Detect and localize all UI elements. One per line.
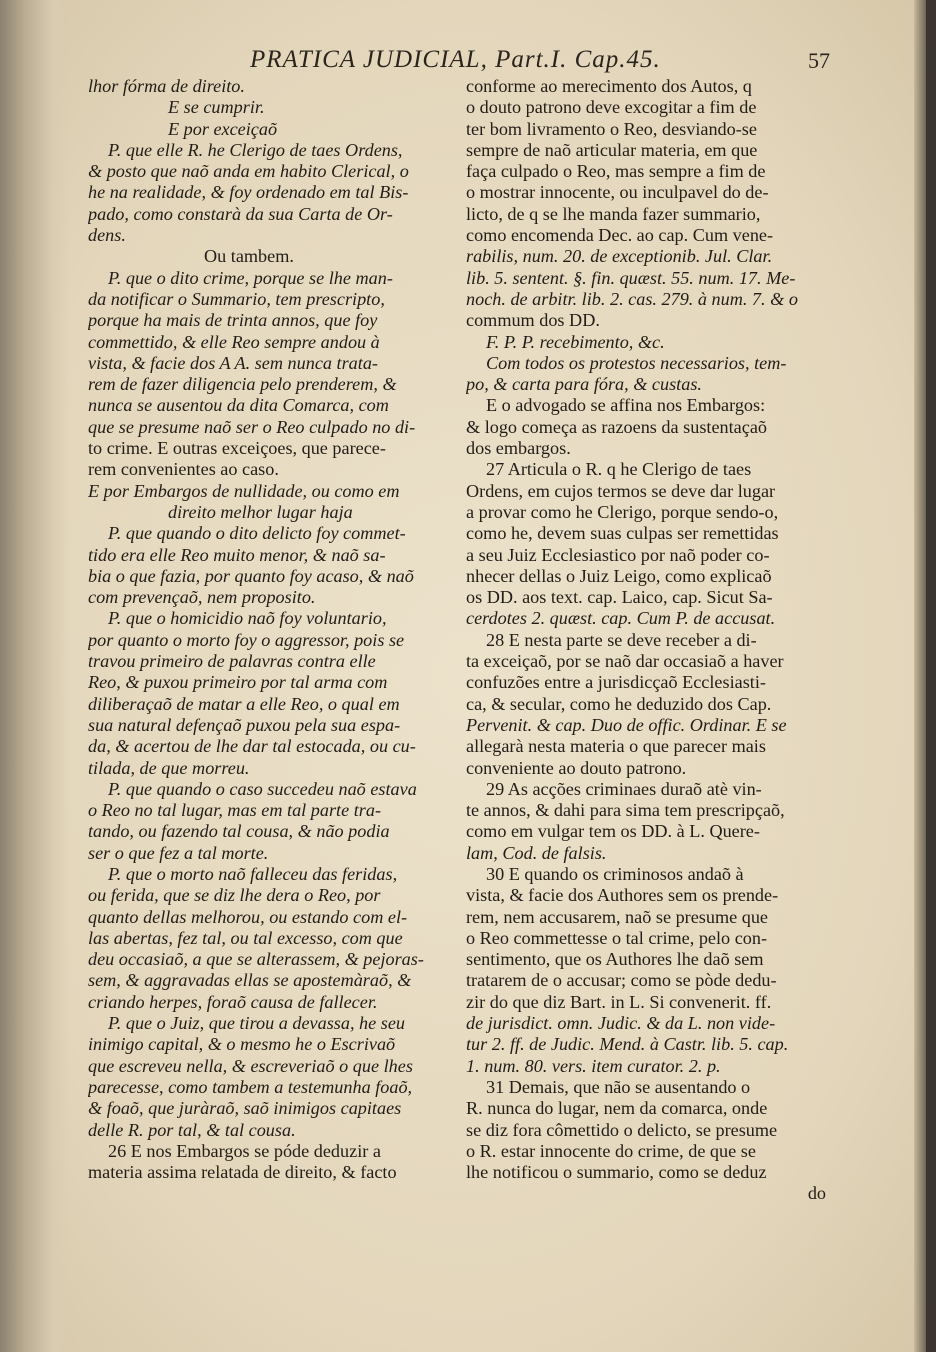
running-title: PRATICA JUDICIAL, Part.I. Cap.45. xyxy=(250,46,661,73)
text-line: he na realidade, & foy ordenado em tal Bis- xyxy=(88,182,409,203)
text-line: de jurisdict. omn. Judic. & da L. non vide- xyxy=(466,1013,776,1034)
text-line: nunca se ausentou da dita Comarca, com xyxy=(88,395,389,416)
text-line: F. P. P. recebimento, &c. xyxy=(486,331,665,352)
text-line: que se presume naõ ser o Reo culpado no di- xyxy=(88,416,416,437)
text-line: ser o que fez a tal morte. xyxy=(88,842,269,863)
text-line: lib. 5. sentent. §. fin. quæst. 55. num. 17. Me- xyxy=(466,267,796,288)
text-line: to crime. E outras exceiçoes, que parece- xyxy=(88,438,386,459)
text-line: diliberaçaõ de matar a elle Reo, o qual em xyxy=(88,693,400,714)
text-line: conveniente ao douto patrono. xyxy=(466,757,687,778)
text-line: tando, ou fazendo tal cousa, & não podia xyxy=(88,821,390,842)
text-line: o Reo commettesse o tal crime, pelo con- xyxy=(466,927,768,948)
left-text-column xyxy=(88,76,446,1183)
text-line: & logo começa as razoens da sustentaçaõ xyxy=(466,416,767,437)
text-line: se diz fora cômettido o delicto, se presume xyxy=(466,1119,778,1140)
text-line: & foaõ, que juràraõ, saõ inimigos capitaes xyxy=(88,1098,402,1119)
text-line: E por Embargos de nullidade, ou como em xyxy=(88,480,400,501)
text-line: E o advogado se affina nos Embargos: xyxy=(486,395,766,416)
text-line: da, & acertou de lhe dar tal estocada, ou cu- xyxy=(88,736,416,757)
text-line: do xyxy=(807,1183,826,1204)
text-line: Pervenit. & cap. Duo de offic. Ordinar. E se xyxy=(466,714,787,735)
text-line: ou ferida, que se diz lhe dera o Reo, por xyxy=(88,885,381,906)
text-line: quanto dellas melhorou, ou estando com el- xyxy=(88,906,408,927)
text-line: E por exceiçaõ xyxy=(168,118,278,139)
text-line: lhe notificou o summario, como se deduz xyxy=(466,1162,767,1183)
text-line: nhecer dellas o Juiz Leigo, como explicaõ xyxy=(466,565,772,586)
text-line: te annos, & dahi para sima tem prescripçaõ, xyxy=(466,800,785,821)
text-line: sentimento, que os Authores lhe daõ sem xyxy=(466,949,764,970)
text-line: conforme ao merecimento dos Autos, q xyxy=(466,76,752,96)
text-line: vista, & facie dos A A. sem nunca trata- xyxy=(88,352,378,373)
text-line: Ou tambem. xyxy=(204,246,294,267)
text-line: & posto que naõ anda em habito Clerical, o xyxy=(88,161,409,182)
text-line: licto, de q se lhe manda fazer summario, xyxy=(466,203,761,224)
text-line: rabilis, num. 20. de exceptionib. Jul. Clar. xyxy=(466,246,773,267)
text-line: que escreveu nella, & escreveriaõ o que lhes xyxy=(88,1055,413,1076)
text-line: lhor fórma de direito. xyxy=(88,76,245,96)
text-line: ca, & secular, como he deduzido dos Cap. xyxy=(466,693,772,714)
text-line: zir do que diz Bart. in L. Si convenerit. ff. xyxy=(466,991,772,1012)
text-line: P. que o dito crime, porque se lhe man- xyxy=(108,267,393,288)
text-line: inimigo capital, & o mesmo he o Escrivaõ xyxy=(88,1034,396,1055)
text-line: o mostrar innocente, ou inculpavel do de- xyxy=(466,182,769,203)
text-line: las abertas, fez tal, ou tal excesso, com que xyxy=(88,927,403,948)
text-line: vista, & facie dos Authores sem os prende- xyxy=(466,885,779,906)
text-line: da notificar o Summario, tem prescripto, xyxy=(88,288,385,309)
text-line: a provar como he Clerigo, porque sendo-o, xyxy=(466,501,779,522)
text-line: rem, nem accusarem, naõ se presume que xyxy=(466,906,768,927)
text-line: travou primeiro de palavras contra elle xyxy=(88,651,376,672)
text-line: 27 Articula o R. q he Clerigo de taes xyxy=(486,459,752,480)
text-line: parecesse, como tambem a testemunha foaõ, xyxy=(88,1076,413,1097)
text-line: dos embargos. xyxy=(466,438,571,459)
text-line: P. que o morto naõ falleceu das feridas, xyxy=(108,863,398,884)
text-line: rem convenientes ao caso. xyxy=(88,459,279,480)
page-edge-shadow xyxy=(914,0,926,1352)
text-line: P. que quando o dito delicto foy commet- xyxy=(108,523,406,544)
text-line: a seu Juiz Ecclesiastico por naõ poder co- xyxy=(466,544,770,565)
text-line: P. que quando o caso succedeu naõ estava xyxy=(108,778,417,799)
text-line: confuzões entre a jurisdicçaõ Ecclesiasti- xyxy=(466,672,766,693)
text-line: como em vulgar tem os DD. à L. Quere- xyxy=(466,821,760,842)
text-line: P. que o Juiz, que tirou a devassa, he seu xyxy=(108,1013,406,1034)
page-gutter-shadow xyxy=(0,0,70,1352)
text-line: sem, & aggravadas ellas se apostemàraõ, & xyxy=(88,970,412,991)
text-line: pado, como constarà da sua Carta de Or- xyxy=(88,203,393,224)
text-line: P. que elle R. he Clerigo de taes Ordens, xyxy=(108,139,403,160)
text-line: delle R. por tal, & tal cousa. xyxy=(88,1119,296,1140)
text-line: ter bom livramento o Reo, desviando-se xyxy=(466,118,757,139)
text-line: como he, devem suas culpas ser remettidas xyxy=(466,523,779,544)
text-line: tur 2. ff. de Judic. Mend. à Castr. lib. 5. cap. xyxy=(466,1034,789,1055)
text-line: com prevençaõ, nem proposito. xyxy=(88,587,316,608)
text-line: cerdotes 2. quæst. cap. Cum P. de accusat. xyxy=(466,608,776,629)
text-line: tilada, de que morreu. xyxy=(88,757,250,778)
text-line: sua natural defençaõ puxou pela sua espa- xyxy=(88,714,401,735)
text-line: dens. xyxy=(88,225,126,246)
text-line: materia assima relatada de direito, & facto xyxy=(88,1162,397,1183)
text-line: rem de fazer diligencia pelo prenderem, & xyxy=(88,374,397,395)
text-line: 29 As acções criminaes duraõ atè vin- xyxy=(486,778,762,799)
page-number: 57 xyxy=(808,48,830,73)
text-line: como encomenda Dec. ao cap. Cum vene- xyxy=(466,225,774,246)
text-line: 30 E quando os criminosos andaõ à xyxy=(486,863,744,884)
text-line: 31 Demais, que não se ausentando o xyxy=(486,1076,751,1097)
page-header xyxy=(250,46,830,80)
text-line: allegarà nesta materia o que parecer mais xyxy=(466,736,766,757)
text-line: noch. de arbitr. lib. 2. cas. 279. à num. 7. & o xyxy=(466,288,798,309)
text-line: o douto patrono deve excogitar a fim de xyxy=(466,97,757,118)
text-line: bia o que fazia, por quanto foy acaso, & naõ xyxy=(88,565,414,586)
text-line: sempre de naõ articular materia, em que xyxy=(466,139,758,160)
text-line: lam, Cod. de falsis. xyxy=(466,842,607,863)
text-line: faça culpado o Reo, mas sempre a fim de xyxy=(466,161,766,182)
text-line: Com todos os protestos necessarios, tem- xyxy=(486,352,787,373)
text-line: direito melhor lugar haja xyxy=(168,501,353,522)
text-line: ta exceiçaõ, por se naõ dar occasiaõ a haver xyxy=(466,651,784,672)
text-line: 26 E nos Embargos se póde deduzir a xyxy=(108,1140,381,1161)
text-line: criando herpes, foraõ causa de fallecer. xyxy=(88,991,378,1012)
text-line: porque ha mais de trinta annos, que foy xyxy=(88,310,378,331)
text-line: P. que o homicidio naõ foy voluntario, xyxy=(108,608,387,629)
text-line: R. nunca do lugar, nem da comarca, onde xyxy=(466,1098,768,1119)
text-line: 1. num. 80. vers. item curator. 2. p. xyxy=(466,1055,721,1076)
text-line: o Reo no tal lugar, mas em tal parte tra- xyxy=(88,800,382,821)
text-line: Reo, & puxou primeiro por tal arma com xyxy=(88,672,388,693)
text-line: tido era elle Reo muito menor, & naõ sa- xyxy=(88,544,386,565)
text-line: Ordens, em cujos termos se deve dar lugar xyxy=(466,480,776,501)
text-line: deu occasiaõ, a que se alterassem, & pejoras- xyxy=(88,949,424,970)
text-line: commum dos DD. xyxy=(466,310,600,331)
text-line: tratarem de o accusar; como se pòde dedu- xyxy=(466,970,777,991)
text-line: po, & carta para fóra, & custas. xyxy=(466,374,702,395)
text-line: o R. estar innocente do crime, de que se xyxy=(466,1140,756,1161)
text-line: por quanto o morto foy o aggressor, pois se xyxy=(88,629,405,650)
text-line: os DD. aos text. cap. Laico, cap. Sicut Sa- xyxy=(466,587,773,608)
right-text-column xyxy=(466,76,826,1205)
text-line: 28 E nesta parte se deve receber a di- xyxy=(486,629,757,650)
text-line: commettido, & elle Reo sempre andou à xyxy=(88,331,380,352)
text-line: E se cumprir. xyxy=(168,97,265,118)
